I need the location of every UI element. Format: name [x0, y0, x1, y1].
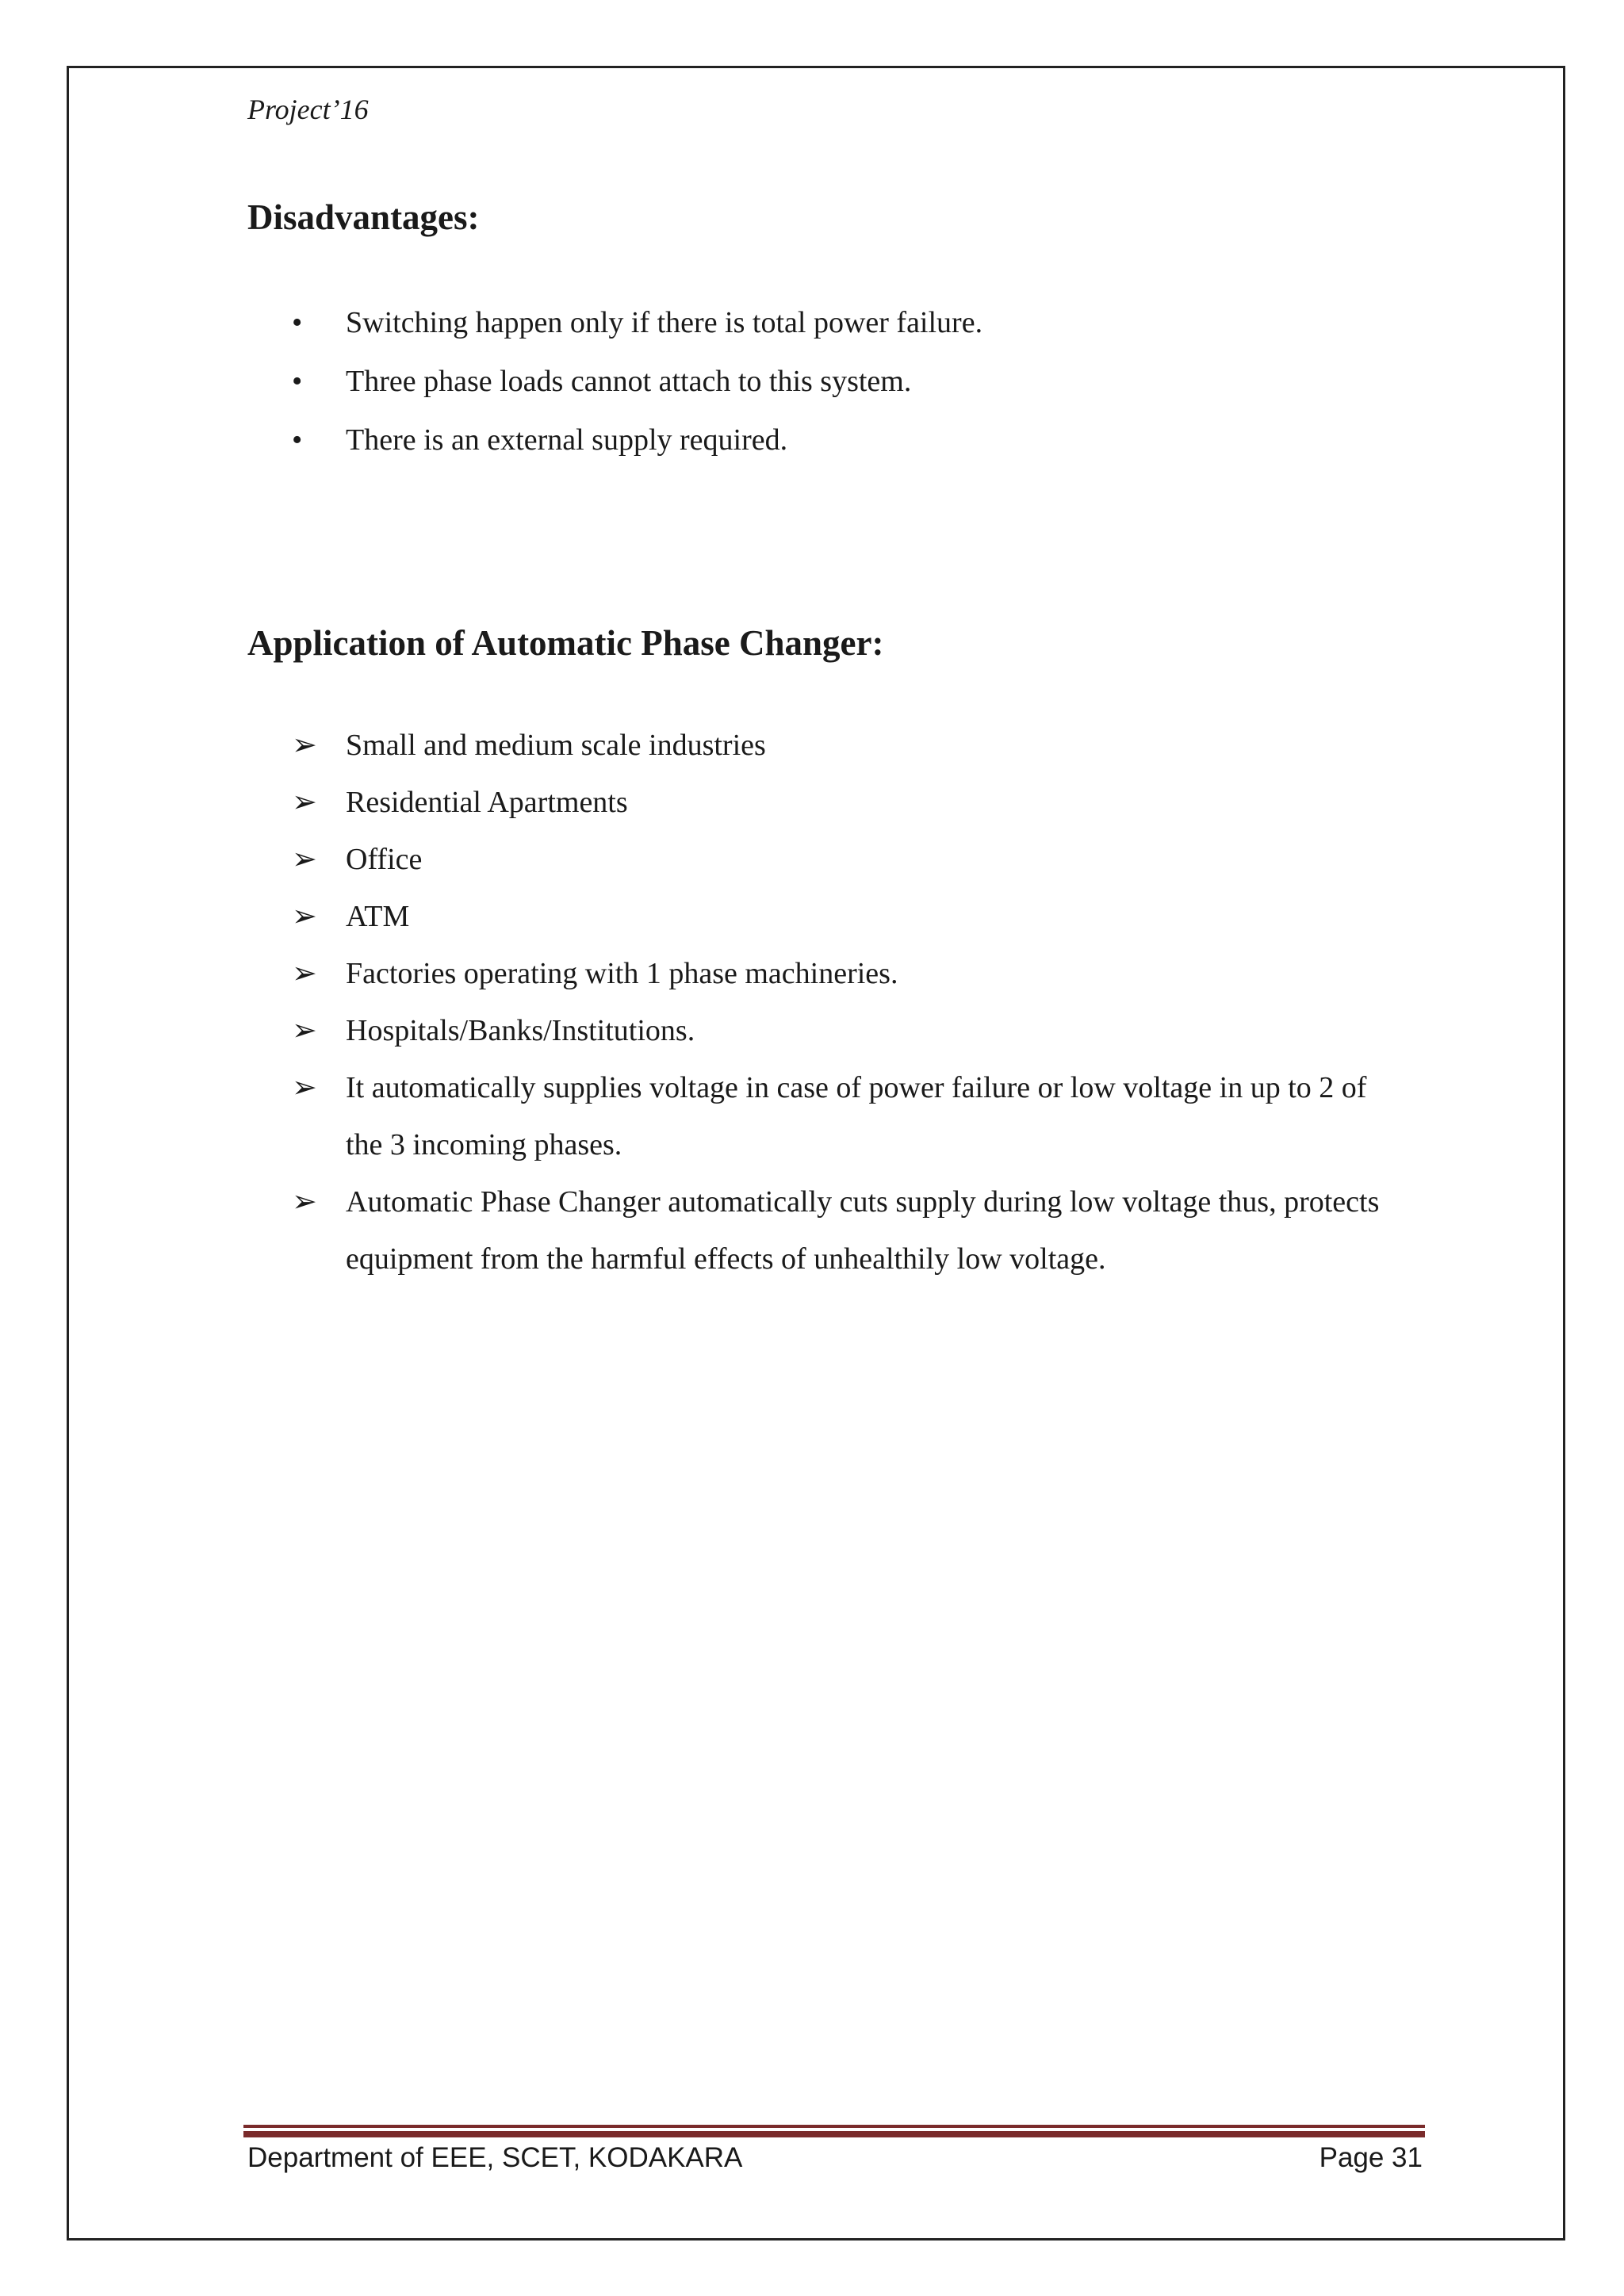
list-item-text: Automatic Phase Changer automatically cuts supply during low voltage thus, protects equipment from the harmful effects of unhealthily low voltage.: [346, 1185, 1380, 1276]
list-item: [0, 1173, 1400, 1288]
list-item-text: It automatically supplies voltage in case of power failure or low voltage in up to 2 of the 3 incoming phases.: [346, 1071, 1367, 1161]
arrow-bullet-icon: ➢: [292, 1185, 317, 1219]
footer-page-number: Page 31: [1319, 2142, 1423, 2173]
list-item: [0, 774, 1400, 831]
bullet-icon: •: [292, 423, 303, 457]
arrow-bullet-icon: ➢: [292, 729, 317, 762]
list-item-text: Switching happen only if there is total power failure.: [346, 306, 983, 339]
arrow-bullet-icon: ➢: [292, 1014, 317, 1047]
applications-list: [0, 717, 1400, 1288]
footer-rule-thick: [243, 2131, 1425, 2137]
running-header: Project’16: [247, 94, 369, 125]
list-item-text: Office: [346, 843, 423, 876]
disadvantages-heading: Disadvantages:: [247, 197, 480, 237]
list-item-text: Residential Apartments: [346, 786, 628, 819]
list-item: [0, 945, 1400, 1002]
list-item-text: ATM: [346, 900, 410, 933]
list-item: [0, 293, 1400, 352]
arrow-bullet-icon: ➢: [292, 843, 317, 876]
arrow-bullet-icon: ➢: [292, 1071, 317, 1104]
list-item: [0, 352, 1400, 411]
list-item-text: Hospitals/Banks/Institutions.: [346, 1014, 695, 1047]
footer-department: Department of EEE, SCET, KODAKARA: [247, 2142, 743, 2173]
list-item: [0, 411, 1400, 469]
footer-rule: [243, 2125, 1425, 2128]
bullet-icon: •: [292, 365, 303, 398]
list-item-text: Three phase loads cannot attach to this system.: [346, 365, 912, 398]
list-item-text: Small and medium scale industries: [346, 729, 766, 762]
list-item-text: Factories operating with 1 phase machineries.: [346, 957, 898, 990]
arrow-bullet-icon: ➢: [292, 957, 317, 990]
applications-heading: Application of Automatic Phase Changer:: [247, 623, 884, 663]
list-item: [0, 717, 1400, 774]
list-item-text: There is an external supply required.: [346, 423, 788, 457]
list-item: [0, 888, 1400, 945]
list-item: [0, 1059, 1400, 1173]
list-item: [0, 1002, 1400, 1059]
list-item: [0, 831, 1400, 888]
disadvantages-list: [0, 293, 1400, 469]
bullet-icon: •: [292, 306, 303, 339]
arrow-bullet-icon: ➢: [292, 900, 317, 933]
arrow-bullet-icon: ➢: [292, 786, 317, 819]
